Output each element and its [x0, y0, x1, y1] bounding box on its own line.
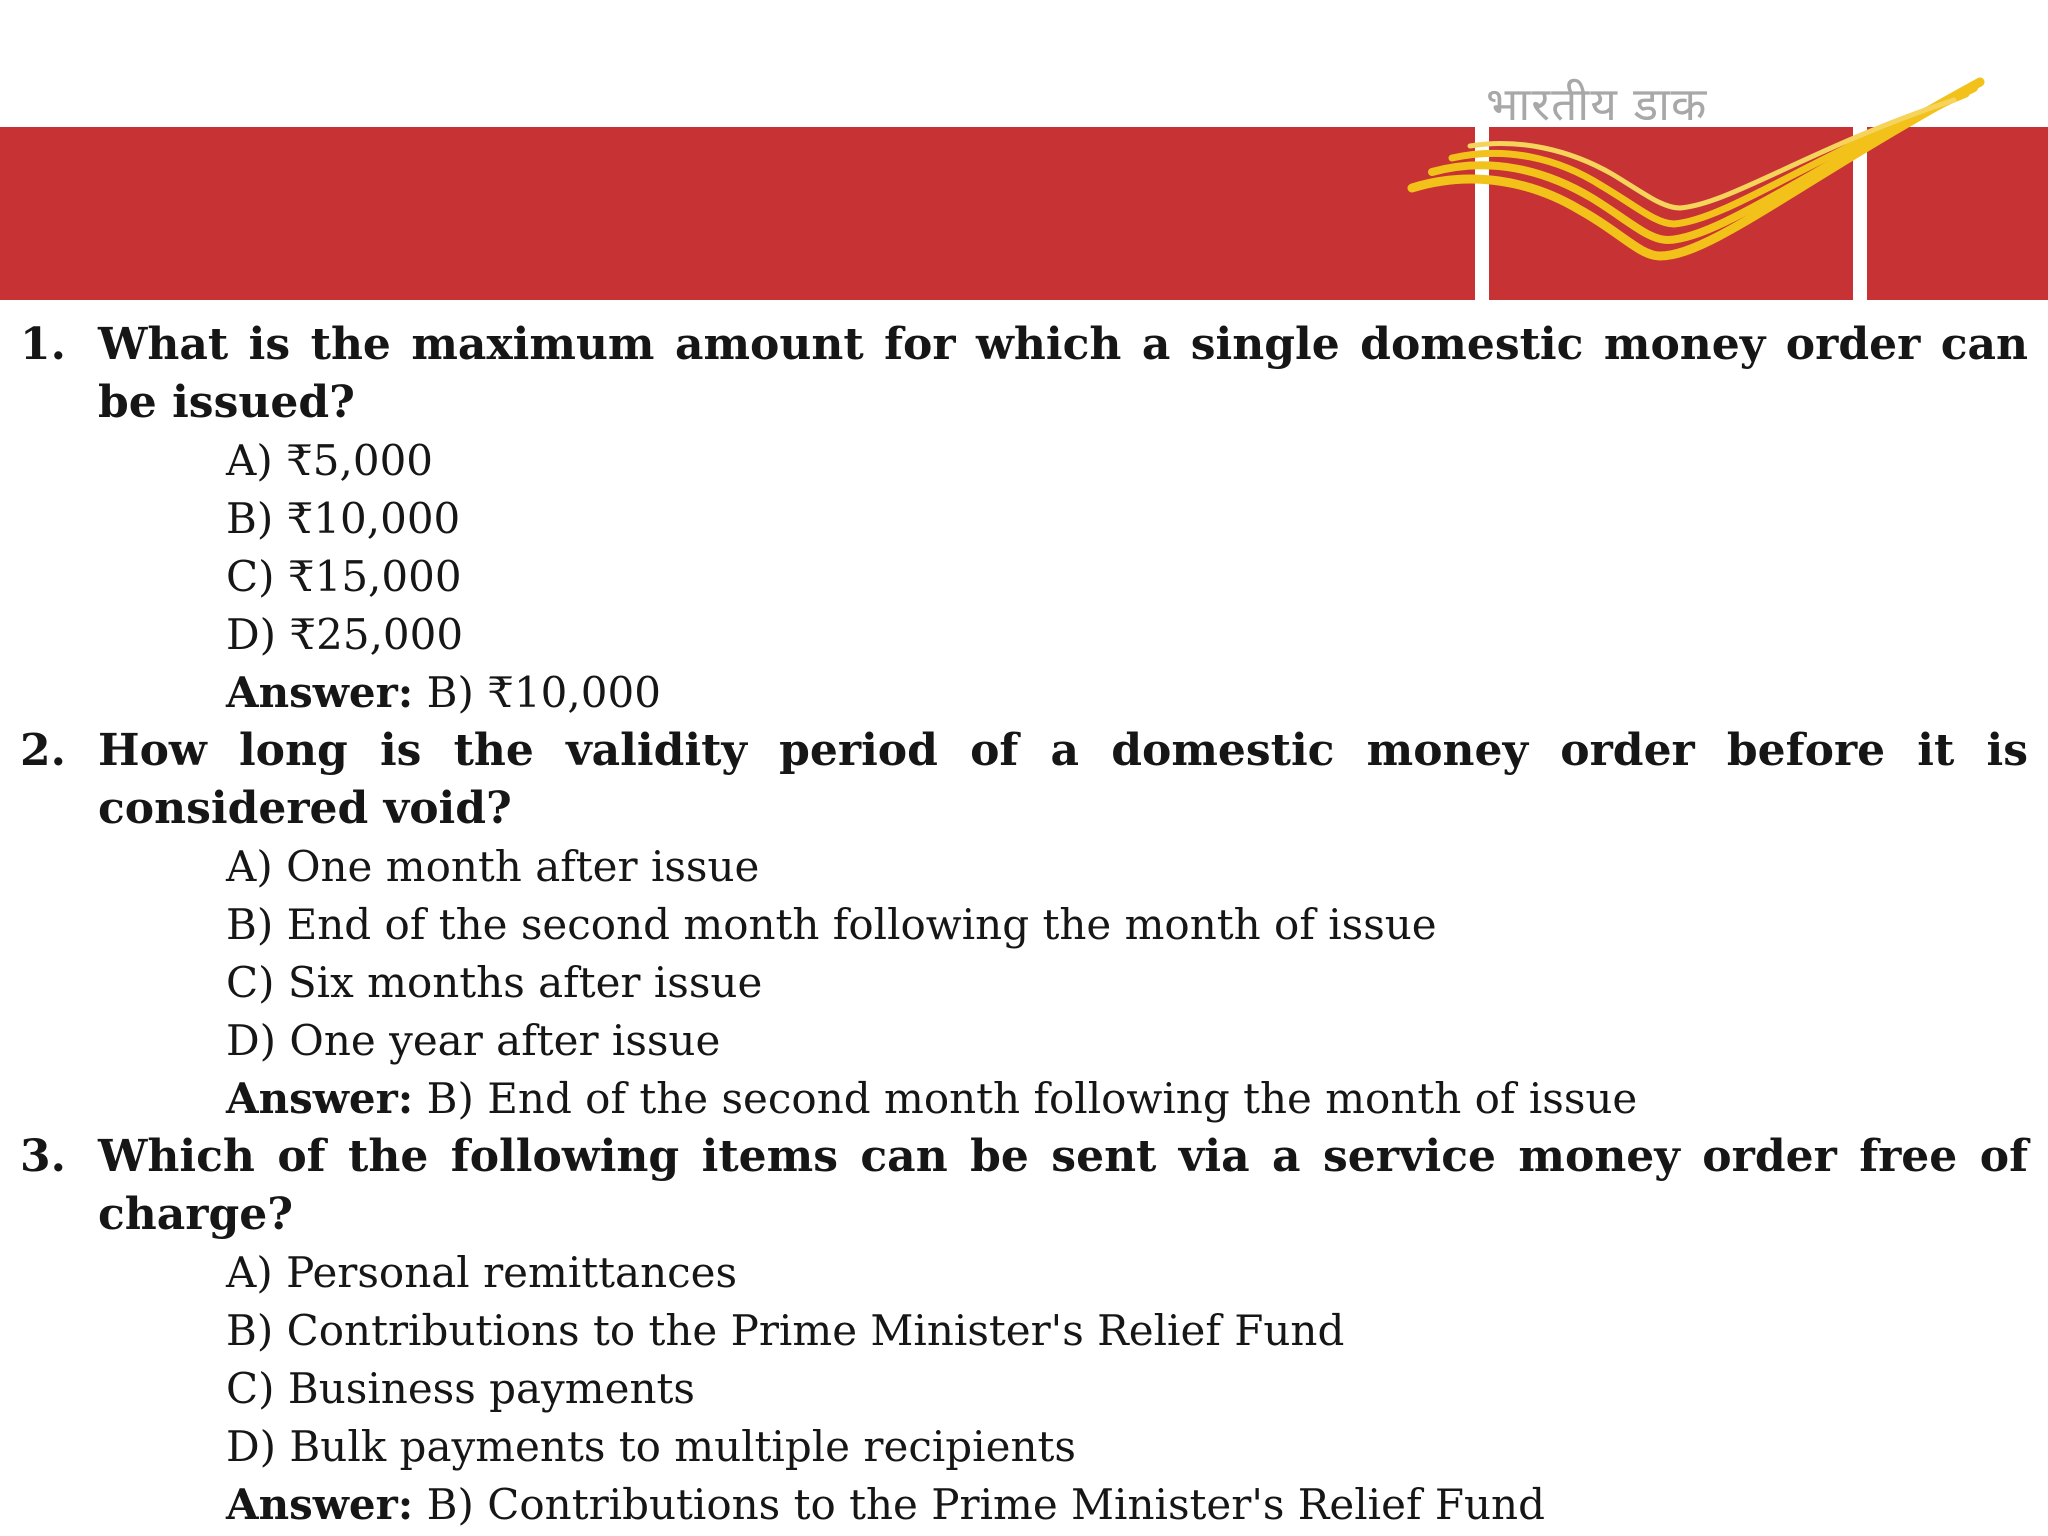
option-d: D) Bulk payments to multiple recipients	[226, 1422, 1076, 1471]
answer-label: Answer:	[226, 1074, 414, 1123]
option-a: A) ₹5,000	[226, 436, 434, 485]
answer-line	[226, 1070, 2048, 1128]
quiz-content	[0, 316, 2048, 1534]
answer-line	[226, 664, 2048, 722]
option-c: C) ₹15,000	[226, 552, 462, 601]
answer-label: Answer:	[226, 668, 414, 717]
options-list	[0, 432, 2048, 722]
option-b: B) End of the second month following the month of issue	[226, 900, 1437, 949]
question-text: What is the maximum amount for which a single domestic money order can be issued?	[98, 319, 2028, 428]
options-list	[0, 838, 2048, 1128]
question-3	[0, 1128, 2048, 1534]
option-a: A) Personal remittances	[226, 1248, 738, 1297]
logo-text: भारतीय डाक	[1486, 77, 1708, 131]
question-number: 3.	[20, 1131, 66, 1182]
answer-value: B) End of the second month following the month of issue	[413, 1074, 1638, 1123]
option-d: D) One year after issue	[226, 1016, 721, 1065]
question-1	[0, 316, 2048, 722]
answer-value: B) ₹10,000	[413, 668, 661, 717]
option-a: A) One month after issue	[226, 842, 760, 891]
option-c: C) Business payments	[226, 1364, 695, 1413]
question-text: Which of the following items can be sent via a service money order free of charge?	[98, 1131, 2028, 1240]
answer-label: Answer:	[226, 1480, 414, 1529]
option-b: B) Contributions to the Prime Minister's Relief Fund	[226, 1306, 1345, 1355]
option-b: B) ₹10,000	[226, 494, 461, 543]
header-banner	[0, 0, 2048, 300]
option-d: D) ₹25,000	[226, 610, 464, 659]
options-list	[0, 1244, 2048, 1534]
question-2	[0, 722, 2048, 1128]
answer-value: B) Contributions to the Prime Minister's Relief Fund	[413, 1480, 1545, 1529]
question-text: How long is the validity period of a domestic money order before it is considered void?	[98, 725, 2028, 834]
question-number: 1.	[20, 319, 66, 370]
question-number: 2.	[20, 725, 66, 776]
option-c: C) Six months after issue	[226, 958, 763, 1007]
answer-line	[226, 1476, 2048, 1534]
